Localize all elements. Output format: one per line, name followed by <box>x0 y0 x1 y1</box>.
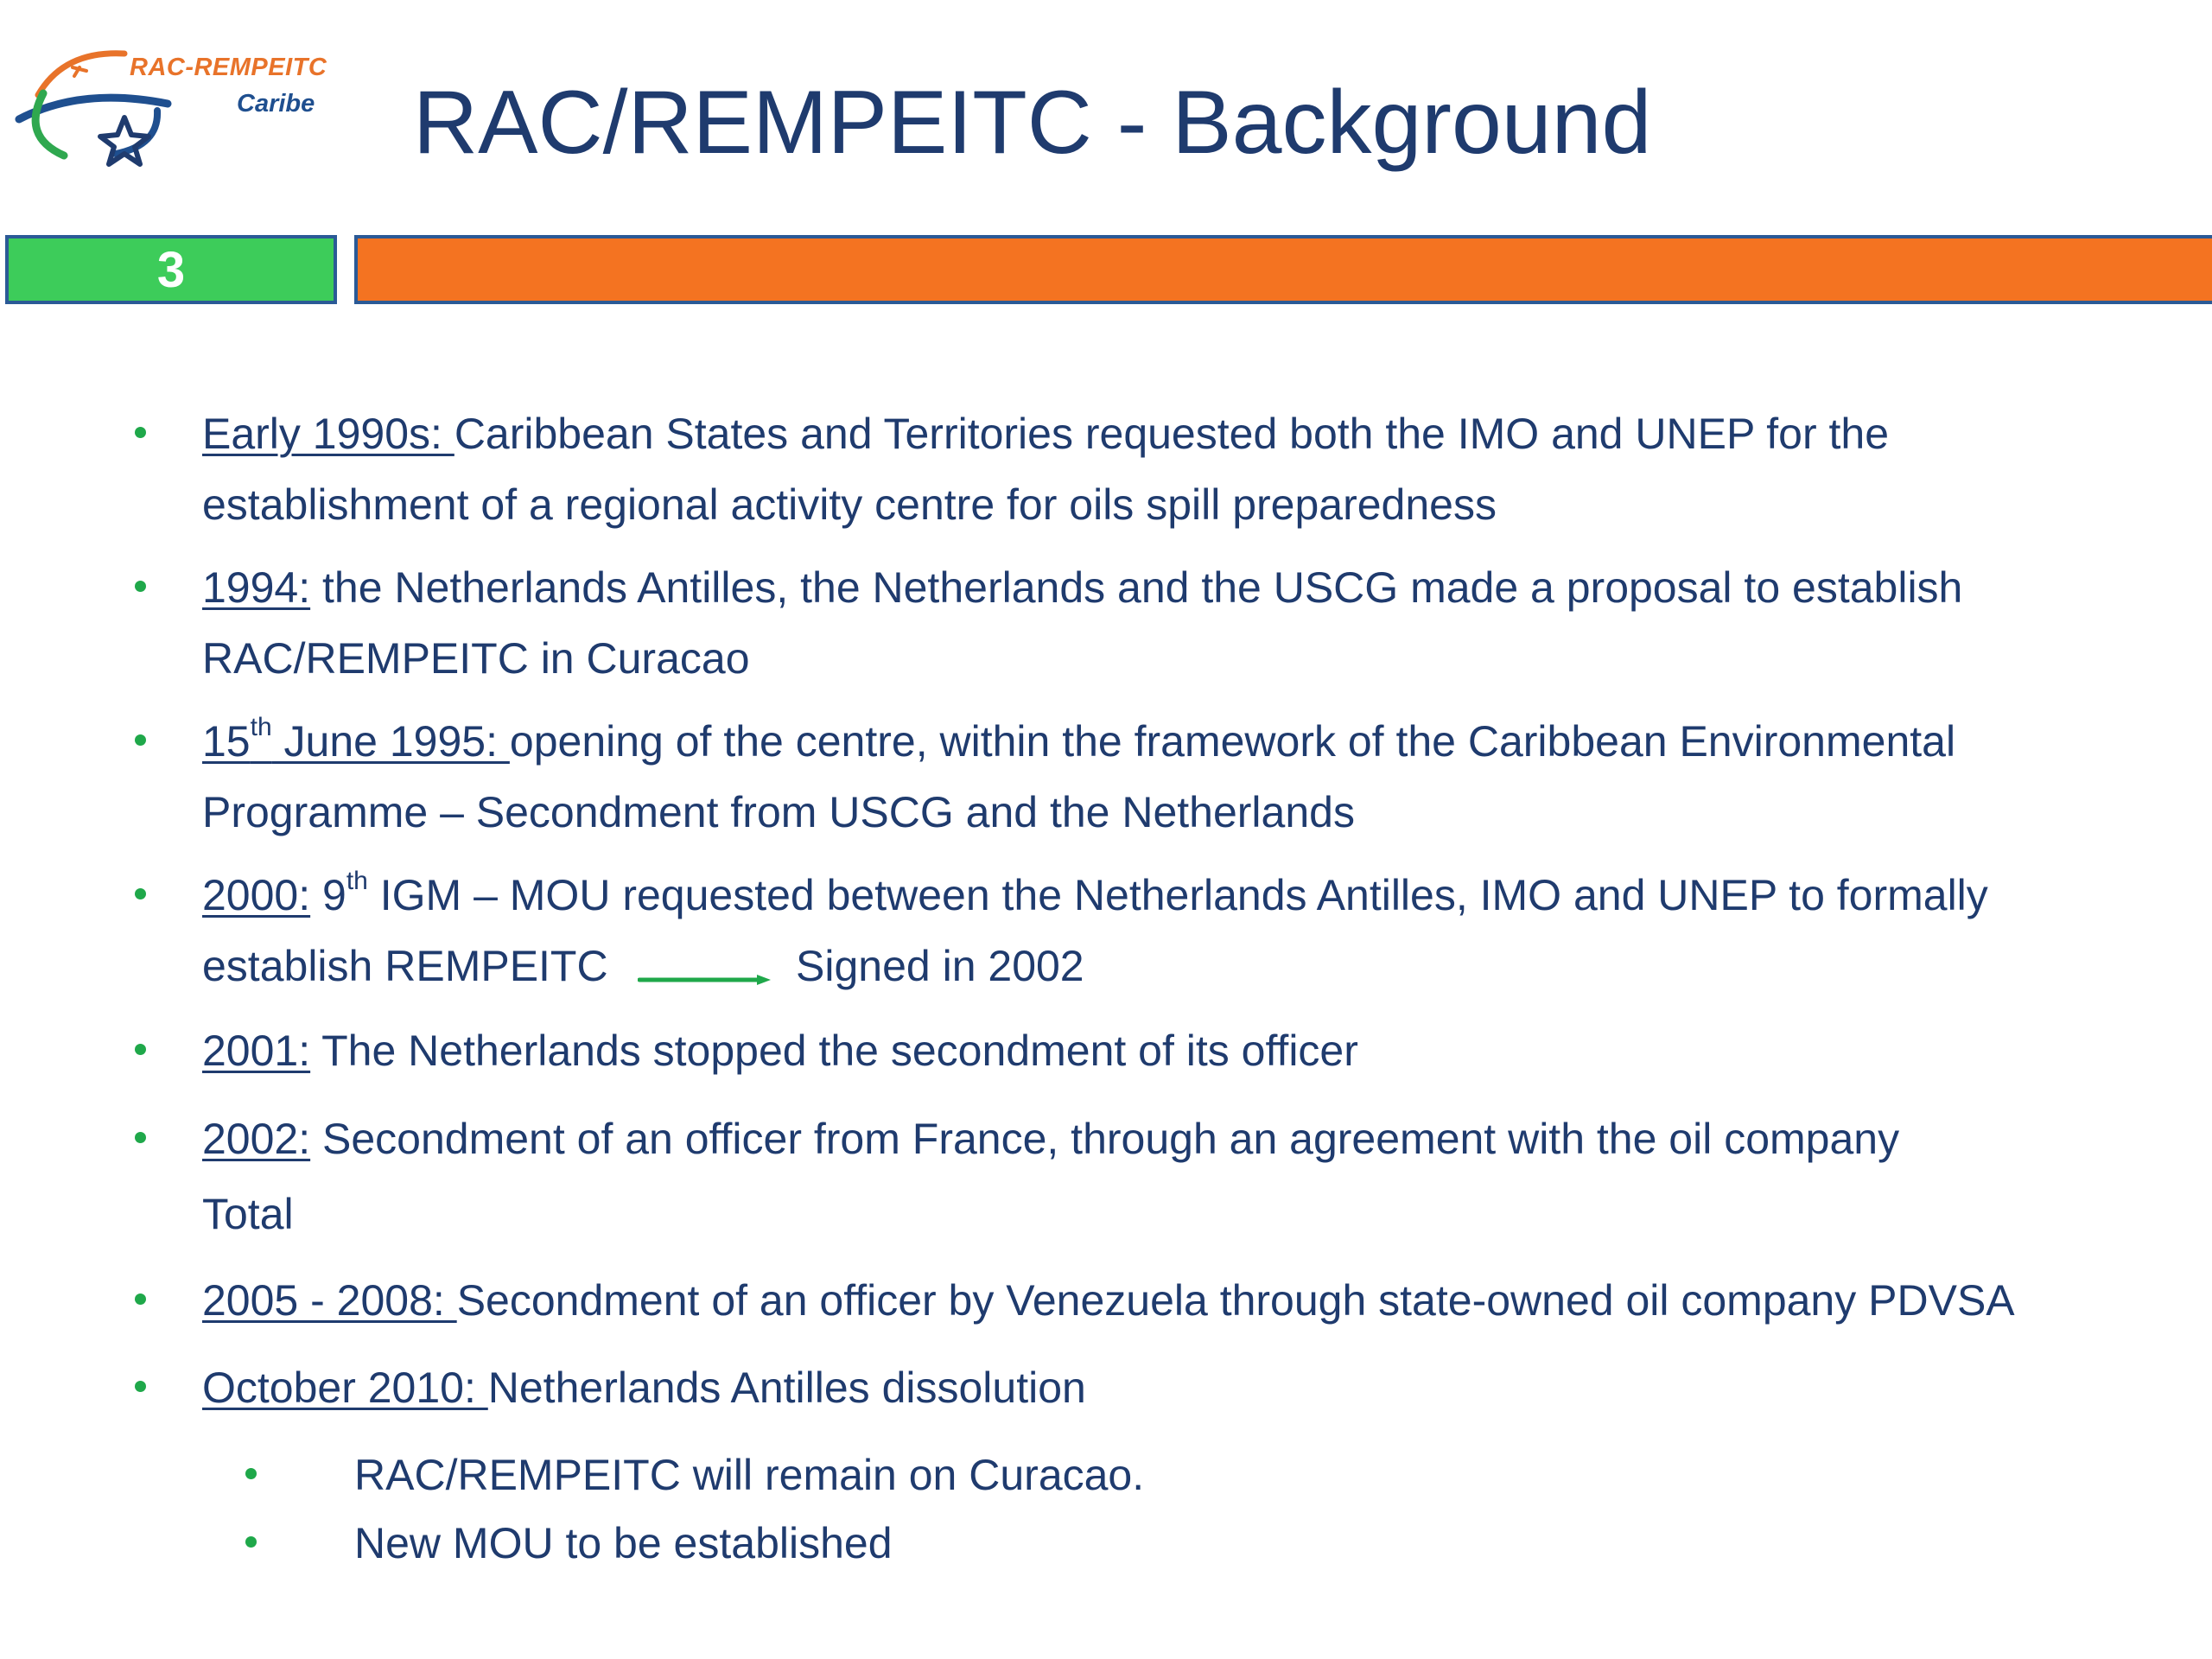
bullet-item-line <box>202 1103 1899 1174</box>
bullet-item-line <box>202 706 1955 777</box>
arrow-right-icon <box>638 973 772 987</box>
bullet-label: 1994: <box>202 563 311 612</box>
sub-bullet-text: New MOU to be established <box>354 1519 893 1567</box>
sub-bullet-text: RAC/REMPEITC will remain on Curacao. <box>354 1451 1145 1499</box>
sub-bullet-dot-icon <box>245 1468 257 1479</box>
bullet-item-continuation <box>202 931 608 1001</box>
bullet-item-line <box>202 1015 1358 1086</box>
bullet-text: Caribbean States and Territories requested both the IMO and UNEP for the <box>454 410 1890 458</box>
logo-text-primary: RAC-REMPEITC <box>130 54 327 81</box>
bullet-text: establishment of a regional activity centre for oils spill preparedness <box>202 480 1497 529</box>
bullet-item-line <box>202 860 1988 931</box>
bullet-text: RAC/REMPEITC in Curacao <box>202 634 750 683</box>
bullet-dot-icon <box>135 1294 146 1305</box>
bullet-text: Secondment of an officer by Venezuela through state-owned oil company PDVSA <box>456 1276 2015 1325</box>
bullet-item-line <box>202 1352 1086 1423</box>
bullet-dot-icon <box>135 1381 146 1392</box>
bullet-text: Secondment of an officer from France, through an agreement with the oil company <box>310 1115 1900 1163</box>
slide-number-bar <box>5 235 337 304</box>
bullet-item-line <box>202 552 1962 623</box>
bullet-item-continuation <box>202 1179 294 1249</box>
bullet-text: opening of the centre, within the framework of the Caribbean Environmental <box>509 717 1956 766</box>
bullet-text: Total <box>202 1190 294 1238</box>
sub-bullet-dot-icon <box>245 1536 257 1548</box>
sub-bullet-item <box>354 1508 893 1579</box>
bullet-text: Netherlands Antilles dissolution <box>487 1363 1086 1412</box>
logo <box>12 41 340 180</box>
bullet-item-continuation <box>202 623 750 694</box>
bullet-item-continuation <box>202 469 1497 540</box>
bullet-dot-icon <box>135 427 146 438</box>
bullet-item-continuation <box>796 931 1084 1001</box>
bullet-dot-icon <box>135 1132 146 1143</box>
bullet-dot-icon <box>135 888 146 899</box>
bullet-label: 2000: <box>202 871 311 919</box>
slide-title: RAC/REMPEITC - Background <box>413 73 1652 173</box>
sub-bullet-item <box>354 1440 1144 1510</box>
bullet-label: 15th June 1995: <box>202 713 510 766</box>
bullet-item-line <box>202 398 1889 469</box>
header-accent-bar <box>354 235 2212 304</box>
bullet-label: Early 1990s: <box>202 410 454 458</box>
bullet-label: 2002: <box>202 1115 311 1163</box>
bullet-text: Programme – Secondment from USCG and the Netherlands <box>202 788 1355 836</box>
bullet-dot-icon <box>135 734 146 746</box>
slide-number: 3 <box>156 241 186 298</box>
bullet-item-continuation <box>202 777 1355 848</box>
bullet-text: the Netherlands Antilles, the Netherlands and the USCG made a proposal to establish <box>310 563 1963 612</box>
bullet-label: October 2010: <box>202 1363 488 1412</box>
bullet-text: 9th IGM – MOU requested between the Netherlands Antilles, IMO and UNEP to formally <box>310 867 1988 919</box>
bullet-text: The Netherlands stopped the secondment of its officer <box>310 1027 1358 1075</box>
logo-text-secondary: Caribe <box>237 90 315 118</box>
bullet-text: establish REMPEITC <box>202 942 608 990</box>
bullet-dot-icon <box>135 1044 146 1055</box>
bullet-dot-icon <box>135 581 146 592</box>
bullet-label: 2001: <box>202 1027 311 1075</box>
bullet-item-line <box>202 1265 2015 1336</box>
bullet-text: Signed in 2002 <box>796 942 1084 990</box>
bullet-label: 2005 - 2008: <box>202 1276 457 1325</box>
